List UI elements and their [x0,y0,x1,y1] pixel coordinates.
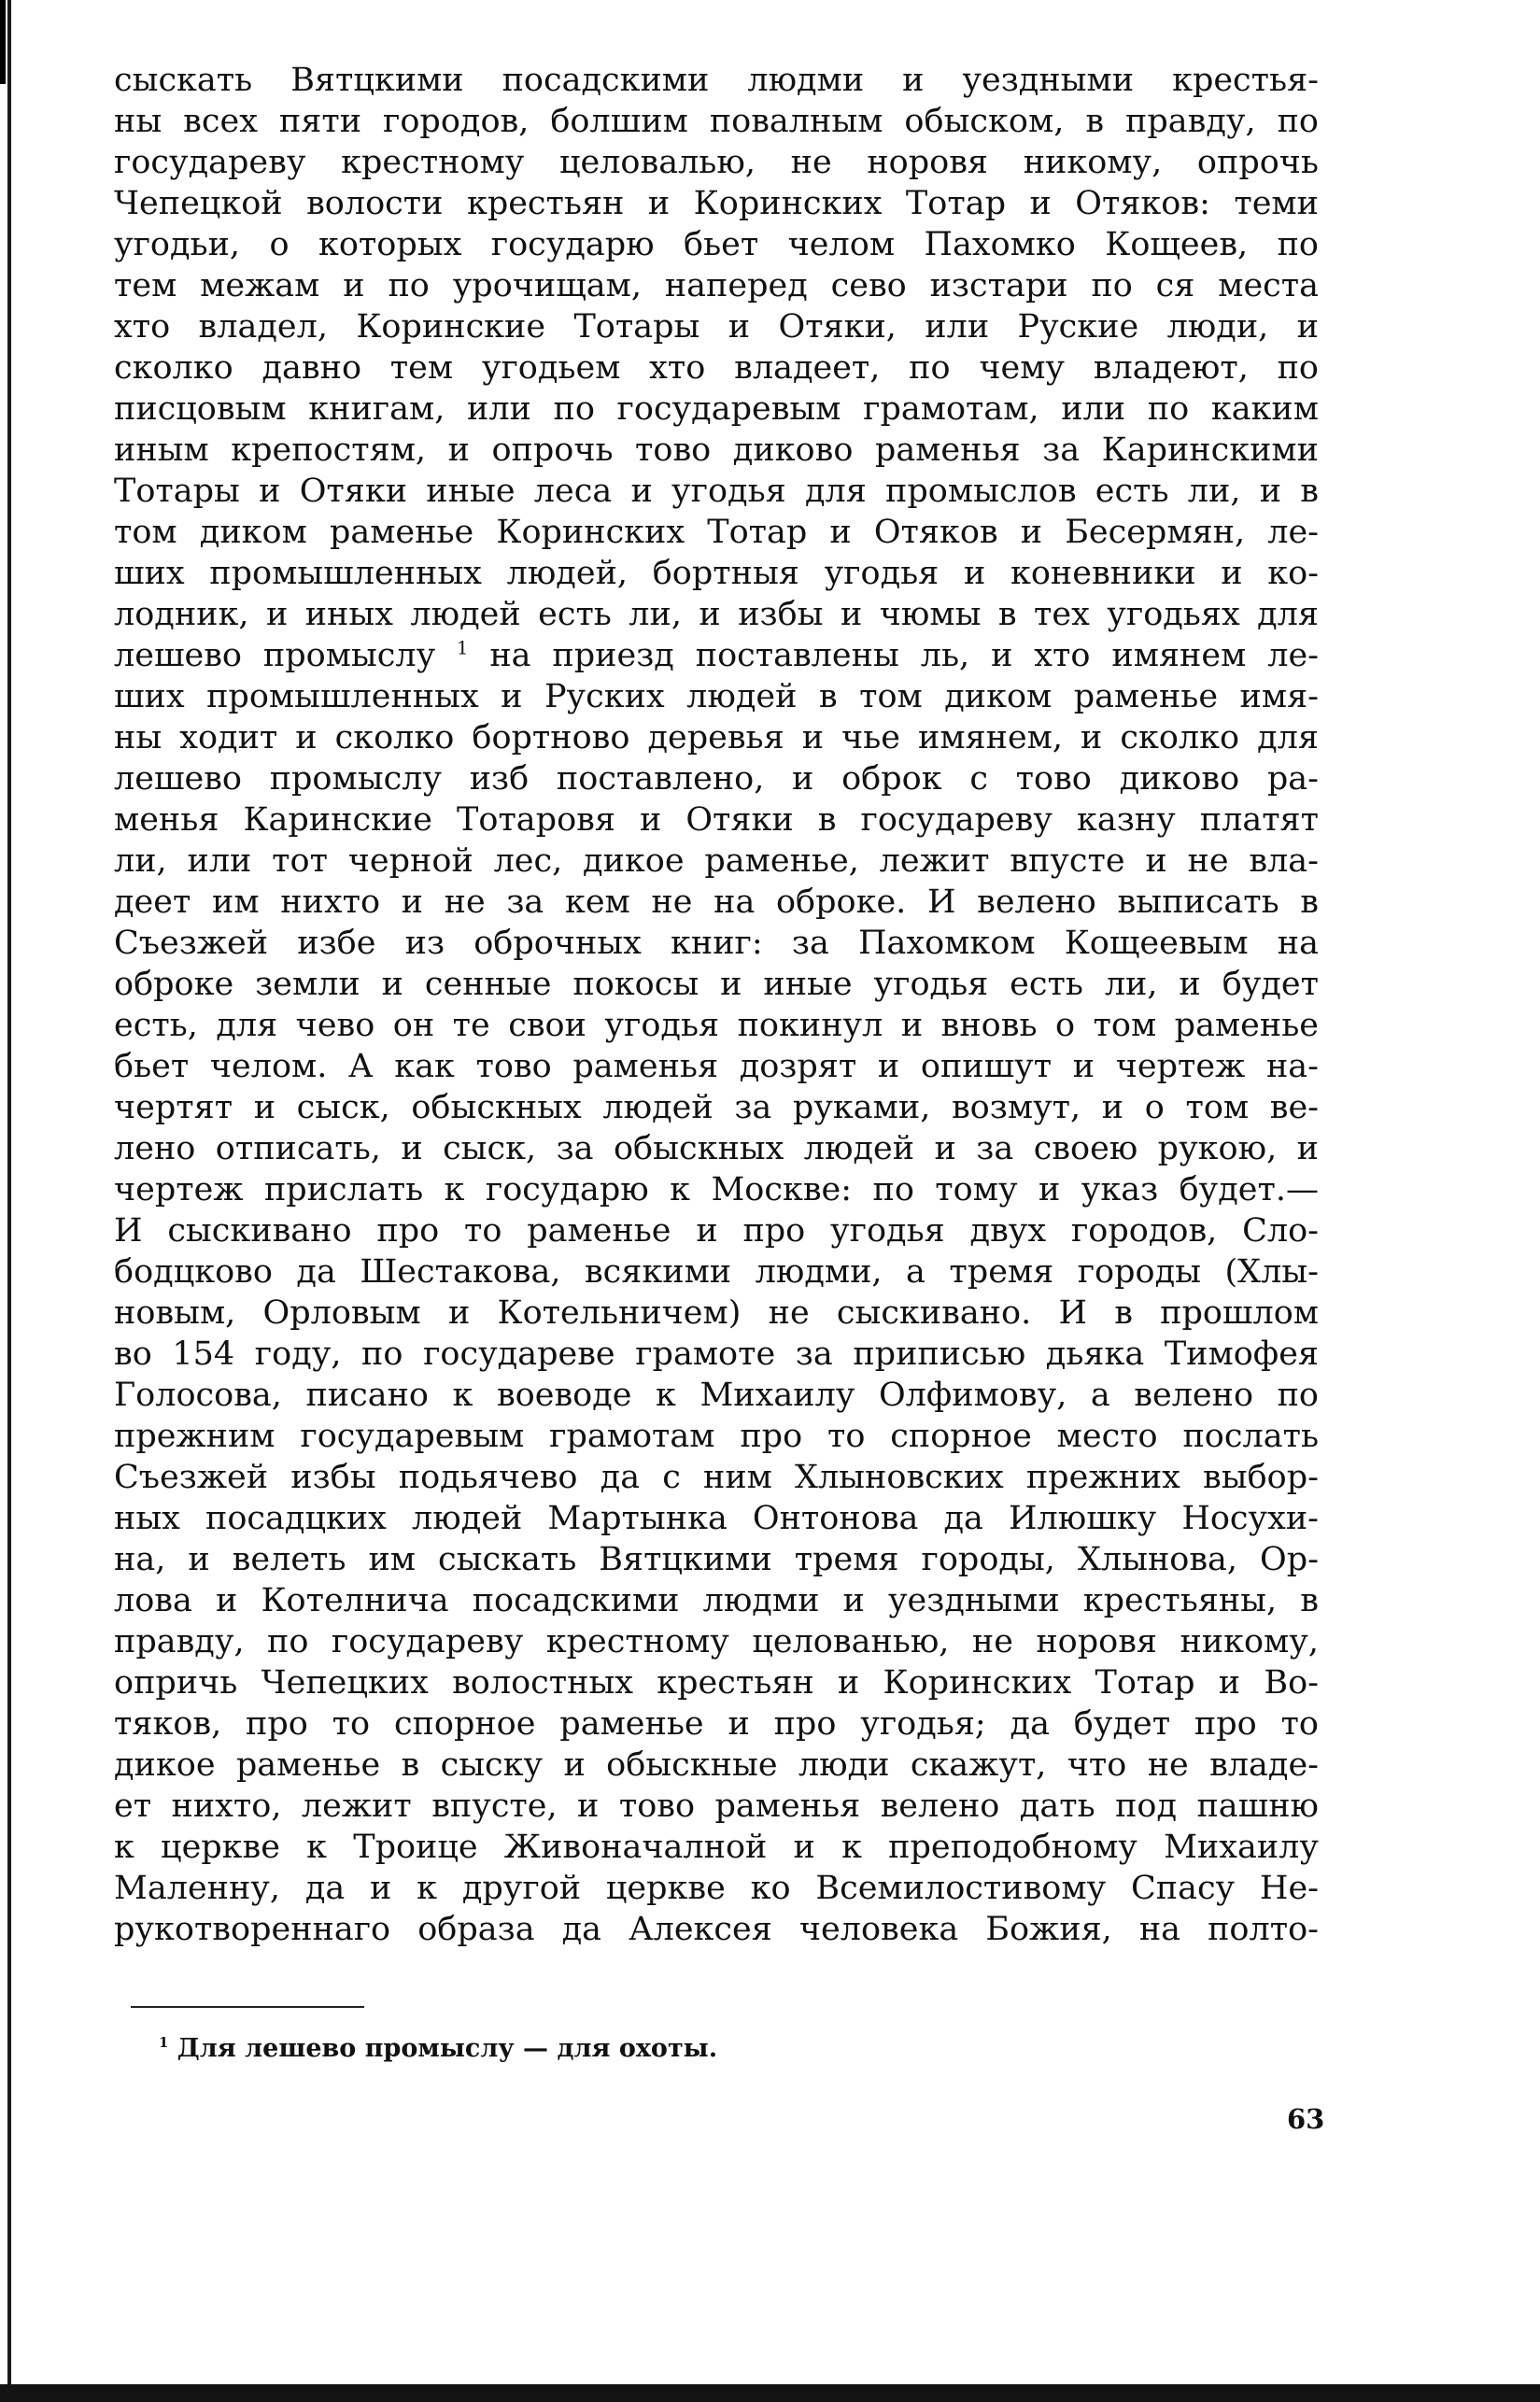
text-line: ли, или тот черной лес, дикое раменье, лежит впусте и не вла- [114,842,1319,880]
text-line: ет нихто, лежит впусте, и тово раменья велено дать под пашню [114,1787,1319,1825]
text-line: писцовым книгам, или по государевым грамотам, или по каким [114,390,1319,428]
text-line-start: лешево промыслу [114,637,436,674]
scan-edge-left [7,0,11,2402]
text-line: деет им нихто и не за кем не на оброке. И велено выписать в [114,883,1319,921]
text-line: новым, Орловым и Котельничем) не сыскивано. И в прошлом [114,1294,1319,1332]
text-line: оброке земли и сенные покосы и иные угодья есть ли, и будет [114,966,1319,1003]
text-line: лено отписать, и сыск, за обыскных людей и за своею рукою, и [114,1130,1319,1167]
footnote-reference: 1 [457,637,469,659]
text-line: ны всех пяти городов, болшим повалным обыском, в правду, по [114,103,1319,140]
text-line: И сыскивано про то раменье и про угодья двух городов, Сло- [114,1212,1319,1250]
text-line: тяков, про то спорное раменье и про угодья; да будет про то [114,1705,1319,1743]
text-line: тем межам и по урочищам, наперед сево изстари по ся места [114,267,1319,304]
text-line: Голосова, писано к воеводе к Михаилу Олфимову, а велено по [114,1377,1319,1414]
text-line: ших промышленных людей, бортныя угодья и коневники и ко- [114,555,1319,592]
scan-edge-mark [0,0,6,84]
text-line: чертеж прислать к государю к Москве: по тому и указ будет.— [114,1171,1319,1208]
main-text [114,60,1319,1950]
text-line: менья Каринские Тотаровя и Отяки в государеву казну платят [114,801,1319,839]
text-line: лодник, и иных людей есть ли, и избы и чюмы в тех угодьях для [114,596,1319,633]
footnote-text: Для лешево промыслу — для охоты. [177,2034,718,2063]
text-line-with-footnote-ref [114,635,1319,676]
text-line: дикое раменье в сыску и обыскные люди скажут, что не владе- [114,1746,1319,1784]
text-line: к церкве к Троице Живоначалной и к преподобному Михаилу [114,1829,1319,1866]
text-line: Тотары и Отяки иные леса и угодья для промыслов есть ли, и в [114,473,1319,510]
text-line: ны ходит и сколко бортново деревья и чье имянем, и сколко для [114,719,1319,756]
text-line: есть, для чево он те свои угодья покинул и вновь о том раменье [114,1007,1319,1044]
text-line: лешево промыслу изб поставлено, и оброк с тово диково ра- [114,760,1319,798]
text-line: рукотвореннаго образа да Алексея человека Божия, на полто- [114,1911,1319,1948]
text-line: ших промышленных и Руских людей в том диком раменье имя- [114,678,1319,715]
text-line-end: на приезд поставлены ль, и хто имянем ле- [489,637,1319,674]
footnote [159,2034,717,2063]
text-line: хто владел, Коринские Тотары и Отяки, или Руские люди, и [114,308,1319,346]
scan-edge-bottom [0,2384,1540,2402]
text-line: бодцково да Шестакова, всякими людми, а тремя городы (Хлы- [114,1253,1319,1291]
text-line: бьет челом. А как тово раменья дозрят и опишут и чертеж на- [114,1048,1319,1085]
footnote-marker: 1 [159,2034,169,2051]
text-line: чертят и сыск, обыскных людей за руками, возмут, и о том ве- [114,1089,1319,1126]
text-line: Маленну, да и к другой церкве ко Всемилостивому Спасу Не- [114,1870,1319,1907]
text-line: лова и Котелнича посадскими людми и уездными крестьяны, в [114,1582,1319,1619]
page-number: 63 [1287,2103,1325,2135]
text-line: государеву крестному целовалью, не норовя никому, опрочь [114,144,1319,181]
text-line: Съезжей избы подьячево да с ним Хлыновских прежних выбор- [114,1459,1319,1496]
text-line: Съезжей избе из оброчных книг: за Пахомком Кощеевым на [114,925,1319,962]
text-line: угодьи, о которых государю бьет челом Пахомко Кощеев, по [114,226,1319,263]
text-line: правду, по государеву крестному целованью, не норовя никому, [114,1623,1319,1660]
text-line: на, и велеть им сыскать Вятцкими тремя городы, Хлынова, Ор- [114,1541,1319,1578]
footnote-divider [131,2006,364,2008]
text-line: ных посадцких людей Мартынка Онтонова да Илюшку Носухи- [114,1500,1319,1537]
text-line: сколко давно тем угодьем хто владеет, по чему владеют, по [114,349,1319,387]
text-line: том диком раменье Коринских Тотар и Отяков и Бесермян, ле- [114,514,1319,551]
text-line: опричь Чепецких волостных крестьян и Коринских Тотар и Во- [114,1664,1319,1702]
text-line: сыскать Вятцкими посадскими людми и уездными крестья- [114,62,1319,99]
text-line: во 154 году, по государеве грамоте за приписью дьяка Тимофея [114,1335,1319,1373]
text-line: иным крепостям, и опрочь тово диково раменья за Каринскими [114,431,1319,469]
text-line: Чепецкой волости крестьян и Коринских Тотар и Отяков: теми [114,185,1319,222]
text-line: прежним государевым грамотам про то спорное место послать [114,1418,1319,1455]
